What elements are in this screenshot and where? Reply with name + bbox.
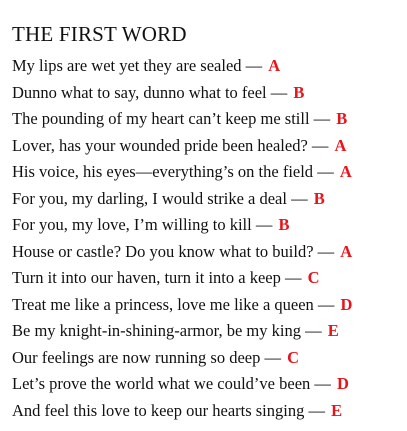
line-text: My lips are wet yet they are sealed bbox=[12, 56, 242, 75]
rhyme-label: E bbox=[331, 400, 343, 420]
line-text: For you, my love, I’m willing to kill bbox=[12, 215, 252, 234]
dash-separator: — bbox=[264, 347, 281, 367]
poem-line bbox=[12, 371, 352, 398]
rhyme-label: B bbox=[313, 188, 325, 208]
dash-separator: — bbox=[308, 400, 325, 420]
line-text: His voice, his eyes—everything’s on the field bbox=[12, 162, 314, 181]
line-text: Turn it into our haven, turn it into a keep bbox=[12, 268, 281, 287]
line-text: House or castle? Do you know what to build? bbox=[12, 241, 314, 261]
poem-line bbox=[12, 80, 352, 107]
poem-line bbox=[12, 53, 352, 80]
rhyme-label: C bbox=[287, 347, 300, 367]
poem-line bbox=[12, 212, 352, 239]
poem-line bbox=[12, 239, 352, 266]
line-text: And feel this love to keep our hearts singing bbox=[12, 400, 305, 420]
poem-line bbox=[12, 159, 352, 186]
poem-line bbox=[12, 292, 352, 319]
poem-line bbox=[12, 186, 352, 213]
rhyme-label: A bbox=[340, 241, 353, 261]
line-text: Dunno what to say, dunno what to feel bbox=[12, 82, 267, 102]
dash-separator: — bbox=[291, 188, 308, 208]
line-text: Our feelings are now running so deep bbox=[12, 347, 261, 367]
dash-separator: — bbox=[245, 56, 263, 75]
poem-line bbox=[12, 398, 352, 425]
rhyme-label: E bbox=[327, 321, 339, 340]
dash-separator: — bbox=[317, 294, 335, 314]
rhyme-label: D bbox=[337, 374, 349, 393]
line-text: Let’s prove the world what we could’ve been bbox=[12, 374, 311, 393]
dash-separator: — bbox=[270, 82, 288, 102]
rhyme-label: B bbox=[336, 109, 348, 128]
rhyme-label: A bbox=[339, 162, 352, 181]
poem-title: THE FIRST WORD bbox=[12, 22, 187, 47]
rhyme-label: A bbox=[268, 56, 281, 75]
line-text: For you, my darling, I would strike a deal bbox=[12, 188, 287, 208]
poem-line bbox=[12, 345, 352, 372]
rhyme-label: C bbox=[307, 268, 320, 287]
dash-separator: — bbox=[284, 268, 302, 287]
poem-line bbox=[12, 318, 352, 345]
rhyme-label: B bbox=[278, 215, 290, 234]
poem-line bbox=[12, 265, 352, 292]
dash-separator: — bbox=[317, 162, 334, 181]
line-text: The pounding of my heart can’t keep me still bbox=[12, 109, 310, 128]
dash-separator: — bbox=[255, 215, 273, 234]
dash-separator: — bbox=[317, 241, 335, 261]
poem-line bbox=[12, 133, 352, 160]
rhyme-label: D bbox=[340, 294, 353, 314]
rhyme-label: A bbox=[334, 135, 347, 155]
poem-line bbox=[12, 106, 352, 133]
dash-separator: — bbox=[305, 321, 322, 340]
line-text: Lover, has your wounded pride been healed? bbox=[12, 135, 308, 155]
dash-separator: — bbox=[314, 374, 331, 393]
line-text: Treat me like a princess, love me like a queen bbox=[12, 294, 314, 314]
dash-separator: — bbox=[311, 135, 329, 155]
line-text: Be my knight-in-shining-armor, be my king bbox=[12, 321, 301, 340]
rhyme-label: B bbox=[293, 82, 305, 102]
dash-separator: — bbox=[313, 109, 331, 128]
poem-lines bbox=[12, 53, 352, 424]
